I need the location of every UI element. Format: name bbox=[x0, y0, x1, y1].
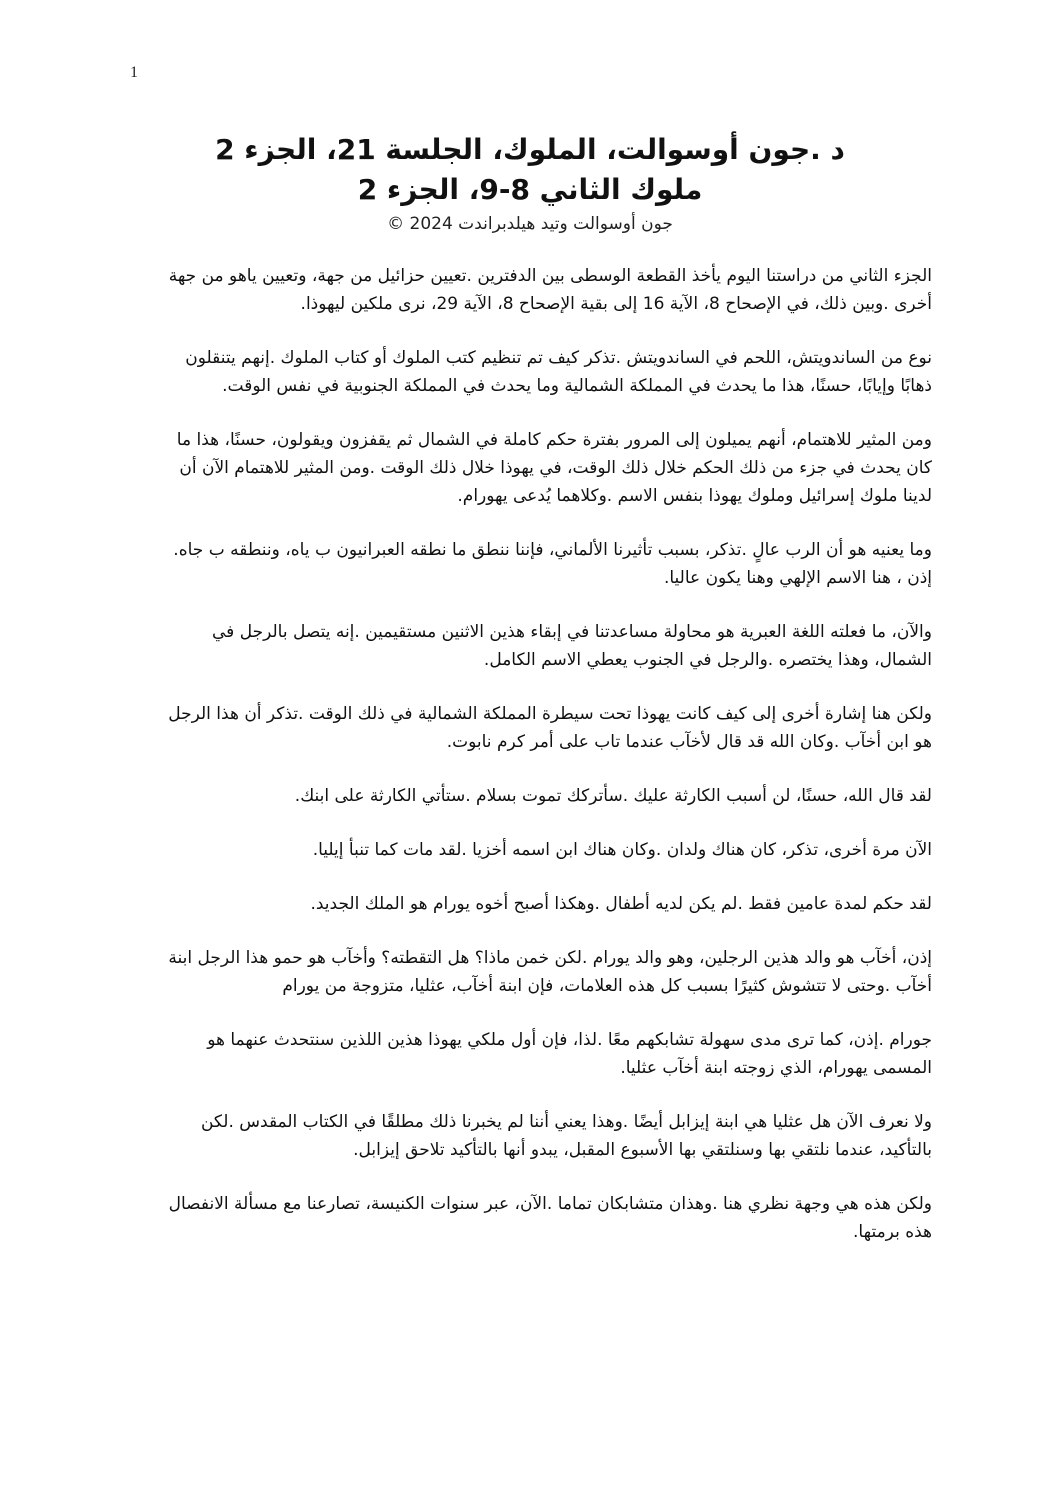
paragraph-6: ولكن هنا إشارة أخرى إلى كيف كانت يهوذا تحت سيطرة المملكة الشمالية في ذلك الوقت .تذكر أن هذا الرجل هو ابن أخآب .وكان الله قد قال لأخآب عندما تاب على أمر كرم نابوت. bbox=[168, 704, 932, 752]
paragraph-3: ومن المثير للاهتمام، أنهم يميلون إلى المرور بفترة حكم كاملة في الشمال ثم يقفزون ويقولون، حسنًا، هذا ما كان يحدث في جزء من ذلك الحكم خلال ذلك الوقت، في يهوذا خلال ذلك الوقت .ومن المثير للاهتمام الآن أن لدينا ملوك إسرائيل وملوك يهوذا بنفس الاسم .وكلاهما يُدعى يهورام. bbox=[176, 430, 932, 506]
paragraph-10: إذن، أخآب هو والد هذين الرجلين، وهو والد يورام .لكن خمن ماذا؟ هل التقطته؟ وأخآب هو حمو هذا الرجل ابنة أخآب .وحتى لا تتشوش كثيرًا بسبب كل هذه العلامات، فإن ابنة أخآب، عثليا، متزوجة من يورام bbox=[168, 948, 932, 996]
paragraph-4: وما يعنيه هو أن الرب عالٍ .تذكر، بسبب تأثيرنا الألماني، فإننا ننطق ما نطقه العبرانيون ب ياه، وننطقه ب جاه. إذن ، هنا الاسم الإلهي وهنا يكون عاليا. bbox=[173, 540, 932, 588]
paragraph-9: لقد حكم لمدة عامين فقط .لم يكن لديه أطفال .وهكذا أصبح أخوه يورام هو الملك الجديد. bbox=[310, 894, 932, 914]
copyright-line: جون أوسوالت وتيد هيلدبراندت 2024 © bbox=[387, 214, 673, 234]
paragraph-13: ولكن هذه هي وجهة نظري هنا .وهذان متشابكان تماما .الآن، عبر سنوات الكنيسة، تصارعنا مع مسألة الانفصال هذه برمتها. bbox=[168, 1194, 932, 1242]
paragraph-11: جورام .إذن، كما ترى مدى سهولة تشابكهم معًا .لذا، فإن أول ملكي يهوذا هذين اللذين سنتحدث عنهما هو المسمى يهورام، الذي زوجته ابنة أخآب عثليا. bbox=[207, 1030, 932, 1078]
paragraph-12: ولا نعرف الآن هل عثليا هي ابنة إيزابل أيضًا .وهذا يعني أننا لم يخبرنا ذلك مطلقًا في الكتاب المقدس .لكن بالتأكيد، عندما نلتقي بها وسنلتقي بها الأسبوع المقبل، يبدو أنها بالتأكيد تلاحق إيزابل. bbox=[200, 1112, 932, 1160]
paragraph-8: الآن مرة أخرى، تذكر، كان هناك ولدان .وكان هناك ابن اسمه أخزيا .لقد مات كما تنبأ إيليا. bbox=[312, 840, 932, 860]
paragraph-5: والآن، ما فعلته اللغة العبرية هو محاولة مساعدتنا في إبقاء هذين الاثنين مستقيمين .إنه يتصل بالرجل في الشمال، وهذا يختصره .والرجل في الجنوب يعطي الاسم الكامل. bbox=[212, 622, 932, 670]
paragraph-1: الجزء الثاني من دراستنا اليوم يأخذ القطعة الوسطى بين الدفترين .تعيين حزائيل من جهة، وتعيين ياهو من جهة أخرى .وبين ذلك، في الإصحاح 8، الآية 16 إلى بقية الإصحاح 8، الآية 29، نرى ملكين ليهوذا. bbox=[168, 266, 932, 314]
title-line-1: د .جون أوسوالت، الملوك، الجلسة 21، الجزء 2 bbox=[215, 133, 845, 166]
title-line-2: ملوك الثاني 8-9، الجزء 2 bbox=[357, 173, 703, 206]
document-header bbox=[130, 130, 930, 236]
page-number: 1 bbox=[130, 64, 138, 81]
paragraph-2: نوع من الساندويتش، اللحم في الساندويتش .تذكر كيف تم تنظيم كتب الملوك أو كتاب الملوك .إنهم يتنقلون ذهابًا وإيابًا، حسنًا، هذا ما يحدث في المملكة الشمالية وما يحدث في المملكة الجنوبية في نفس الوقت. bbox=[185, 348, 932, 396]
document-body bbox=[150, 262, 932, 1272]
paragraph-7: لقد قال الله، حسنًا، لن أسبب الكارثة عليك .سأتركك تموت بسلام .ستأتي الكارثة على ابنك. bbox=[294, 786, 932, 806]
